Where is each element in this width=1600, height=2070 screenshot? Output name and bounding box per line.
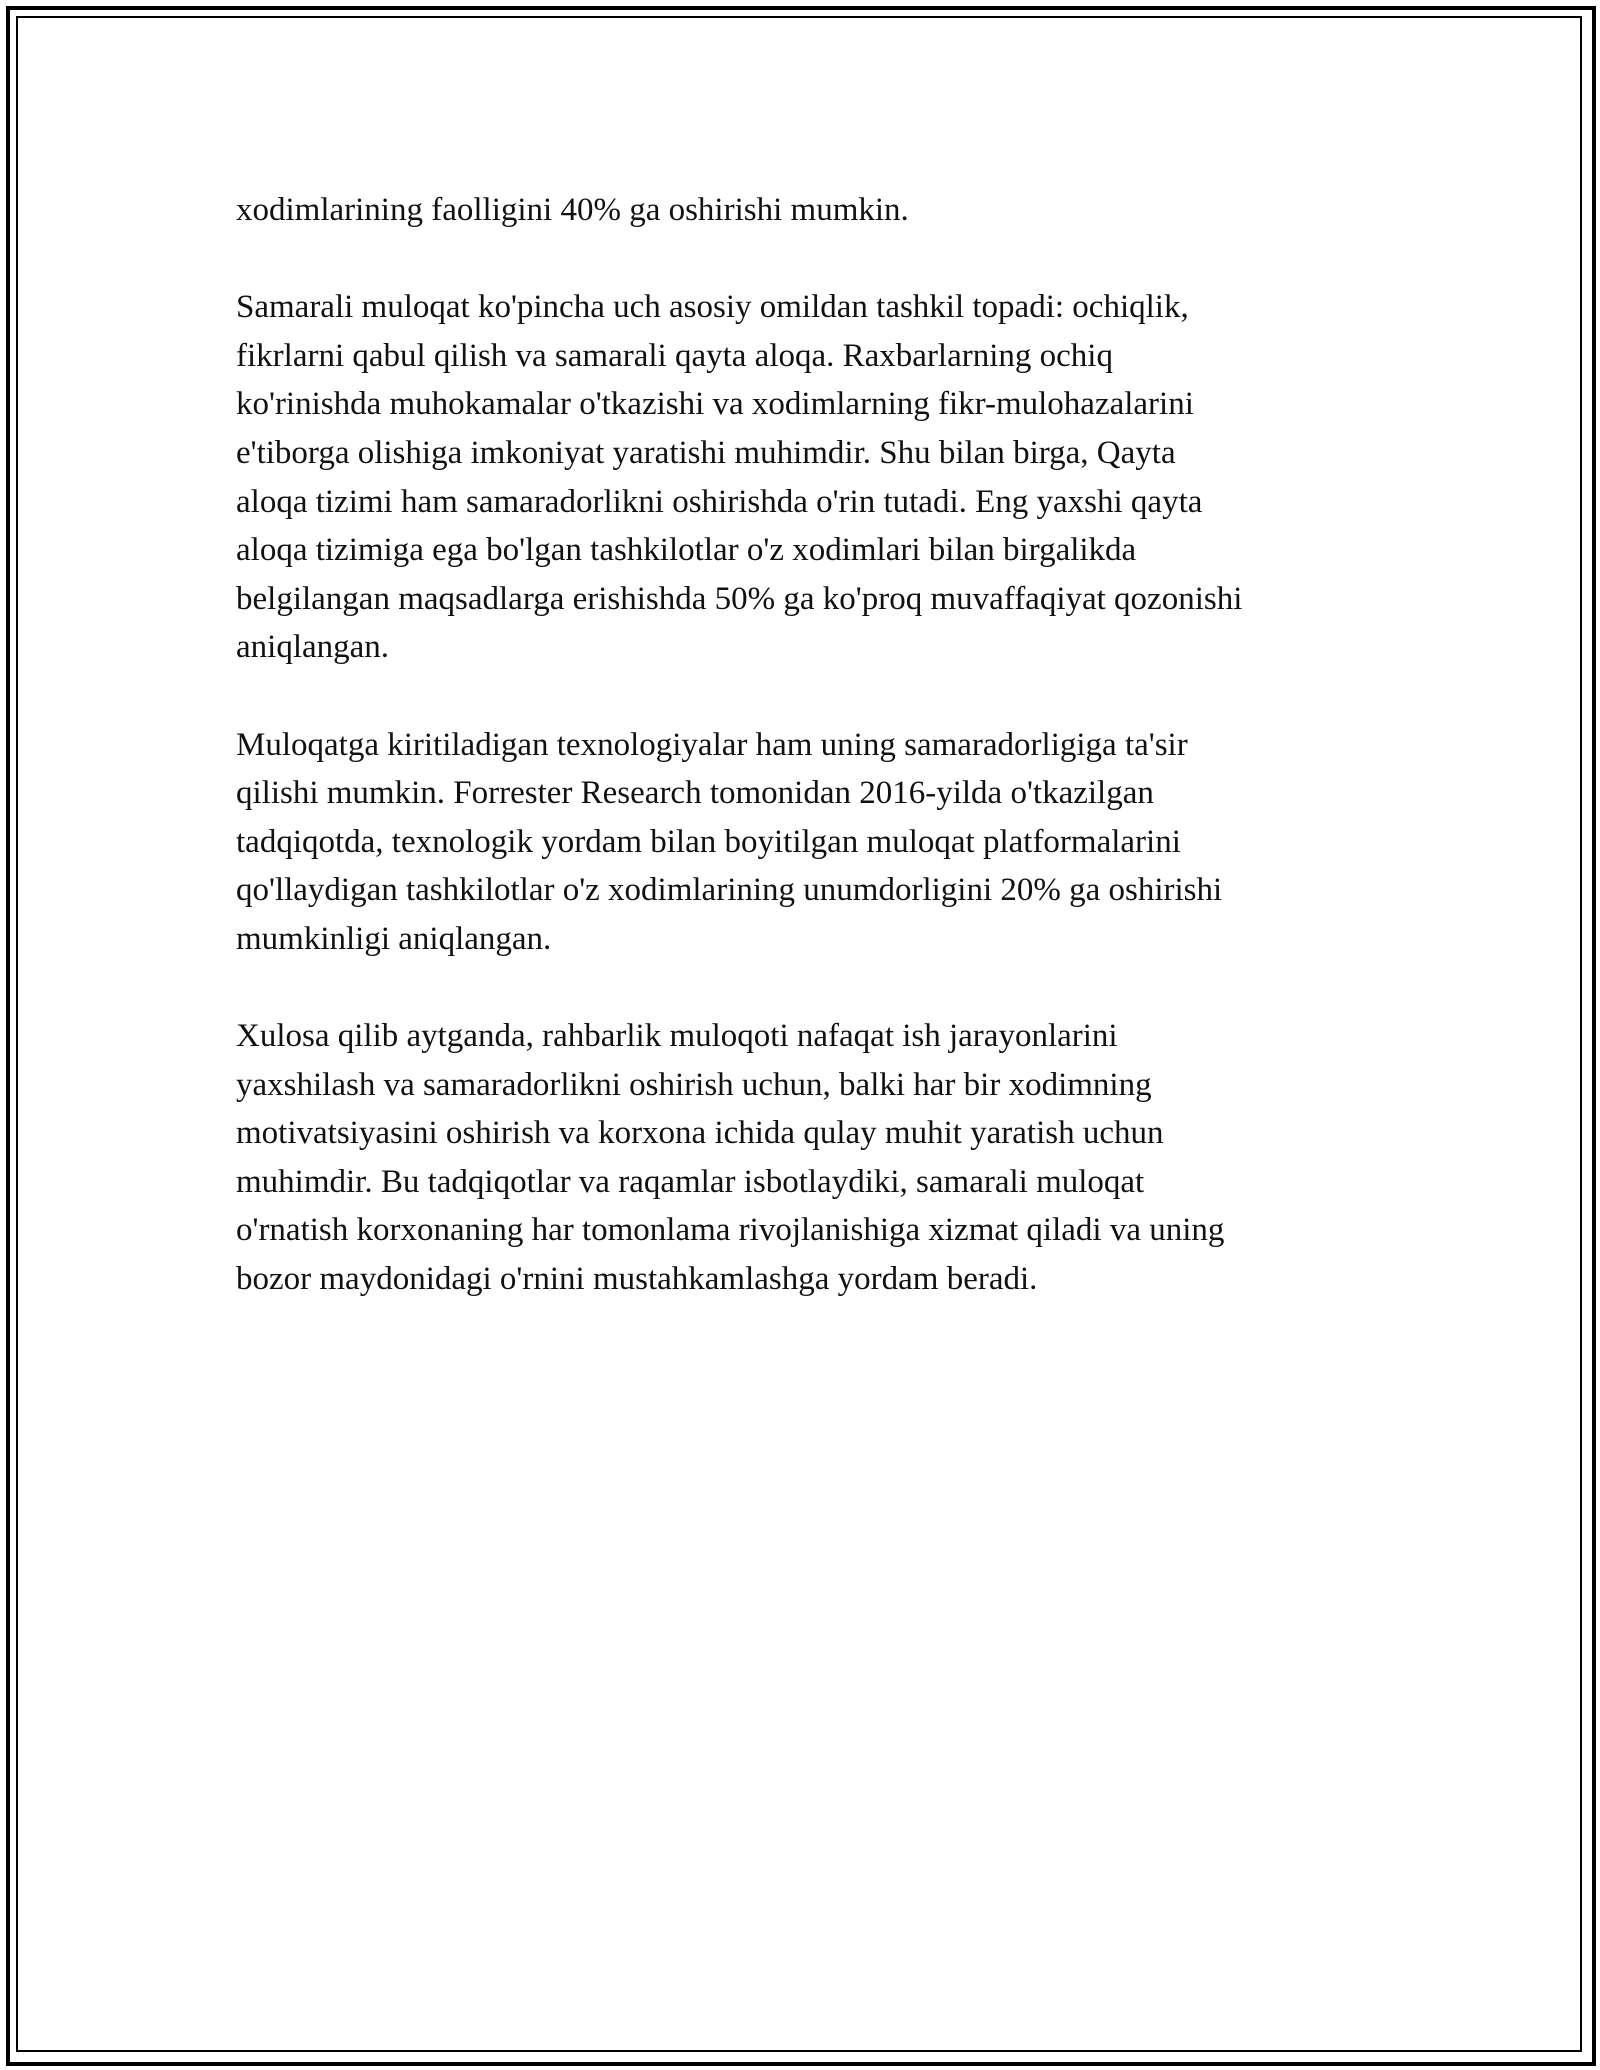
- text-line: aloqa tizimiga ega bo'lgan tashkilotlar o'z xodimlari bilan birgalikda: [236, 532, 1137, 569]
- text-line: mumkinligi aniqlangan.: [236, 920, 552, 957]
- document-body: [236, 186, 1376, 1352]
- text-line: belgilangan maqsadlarga erishishda 50% ga ko'proq muvaffaqiyat qozonishi: [236, 580, 1243, 617]
- text-line: ko'rinishda muhokamalar o'tkazishi va xodimlarning fikr-mulohazalarini: [236, 386, 1194, 423]
- paragraph-4: [236, 1012, 1376, 1304]
- text-line: e'tiborga olishiga imkoniyat yaratishi muhimdir. Shu bilan birga, Qayta: [236, 434, 1176, 471]
- text-line: Xulosa qilib aytganda, rahbarlik muloqoti nafaqat ish jarayonlarini: [236, 1018, 1118, 1055]
- text-line: fikrlarni qabul qilish va samarali qayta aloqa. Raxbarlarning ochiq: [236, 337, 1113, 374]
- text-line: o'rnatish korxonaning har tomonlama rivojlanishiga xizmat qiladi va uning: [236, 1212, 1225, 1249]
- text-line: Muloqatga kiritiladigan texnologiyalar ham uning samaradorligiga ta'sir: [236, 726, 1188, 763]
- text-line: bozor maydonidagi o'rnini mustahkamlashga yordam beradi.: [236, 1261, 1038, 1298]
- text-line: qo'llaydigan tashkilotlar o'z xodimlarining unumdorligini 20% ga oshirishi: [236, 872, 1223, 909]
- paragraph-3: [236, 721, 1376, 964]
- text-line: xodimlarining faolligini 40% ga oshirishi mumkin.: [236, 192, 909, 228]
- text-line: tadqiqotda, texnologik yordam bilan boyitilgan muloqat platformalarini: [236, 823, 1181, 860]
- text-line: Samarali muloqat ko'pincha uch asosiy omildan tashkil topadi: ochiqlik,: [236, 289, 1189, 326]
- text-line: aniqlangan.: [236, 629, 390, 666]
- paragraph-2: [236, 283, 1376, 672]
- text-line: aloqa tizimi ham samaradorlikni oshirishda o'rin tutadi. Eng yaxshi qayta: [236, 483, 1203, 520]
- text-line: motivatsiyasini oshirish va korxona ichida qulay muhit yaratish uchun: [236, 1115, 1164, 1152]
- text-line: muhimdir. Bu tadqiqotlar va raqamlar isbotlaydiki, samarali muloqat: [236, 1163, 1145, 1200]
- text-line: yaxshilash va samaradorlikni oshirish uchun, balki har bir xodimning: [236, 1066, 1152, 1103]
- paragraph-1: [236, 186, 1376, 235]
- text-line: qilishi mumkin. Forrester Research tomonidan 2016-yilda o'tkazilgan: [236, 775, 1154, 812]
